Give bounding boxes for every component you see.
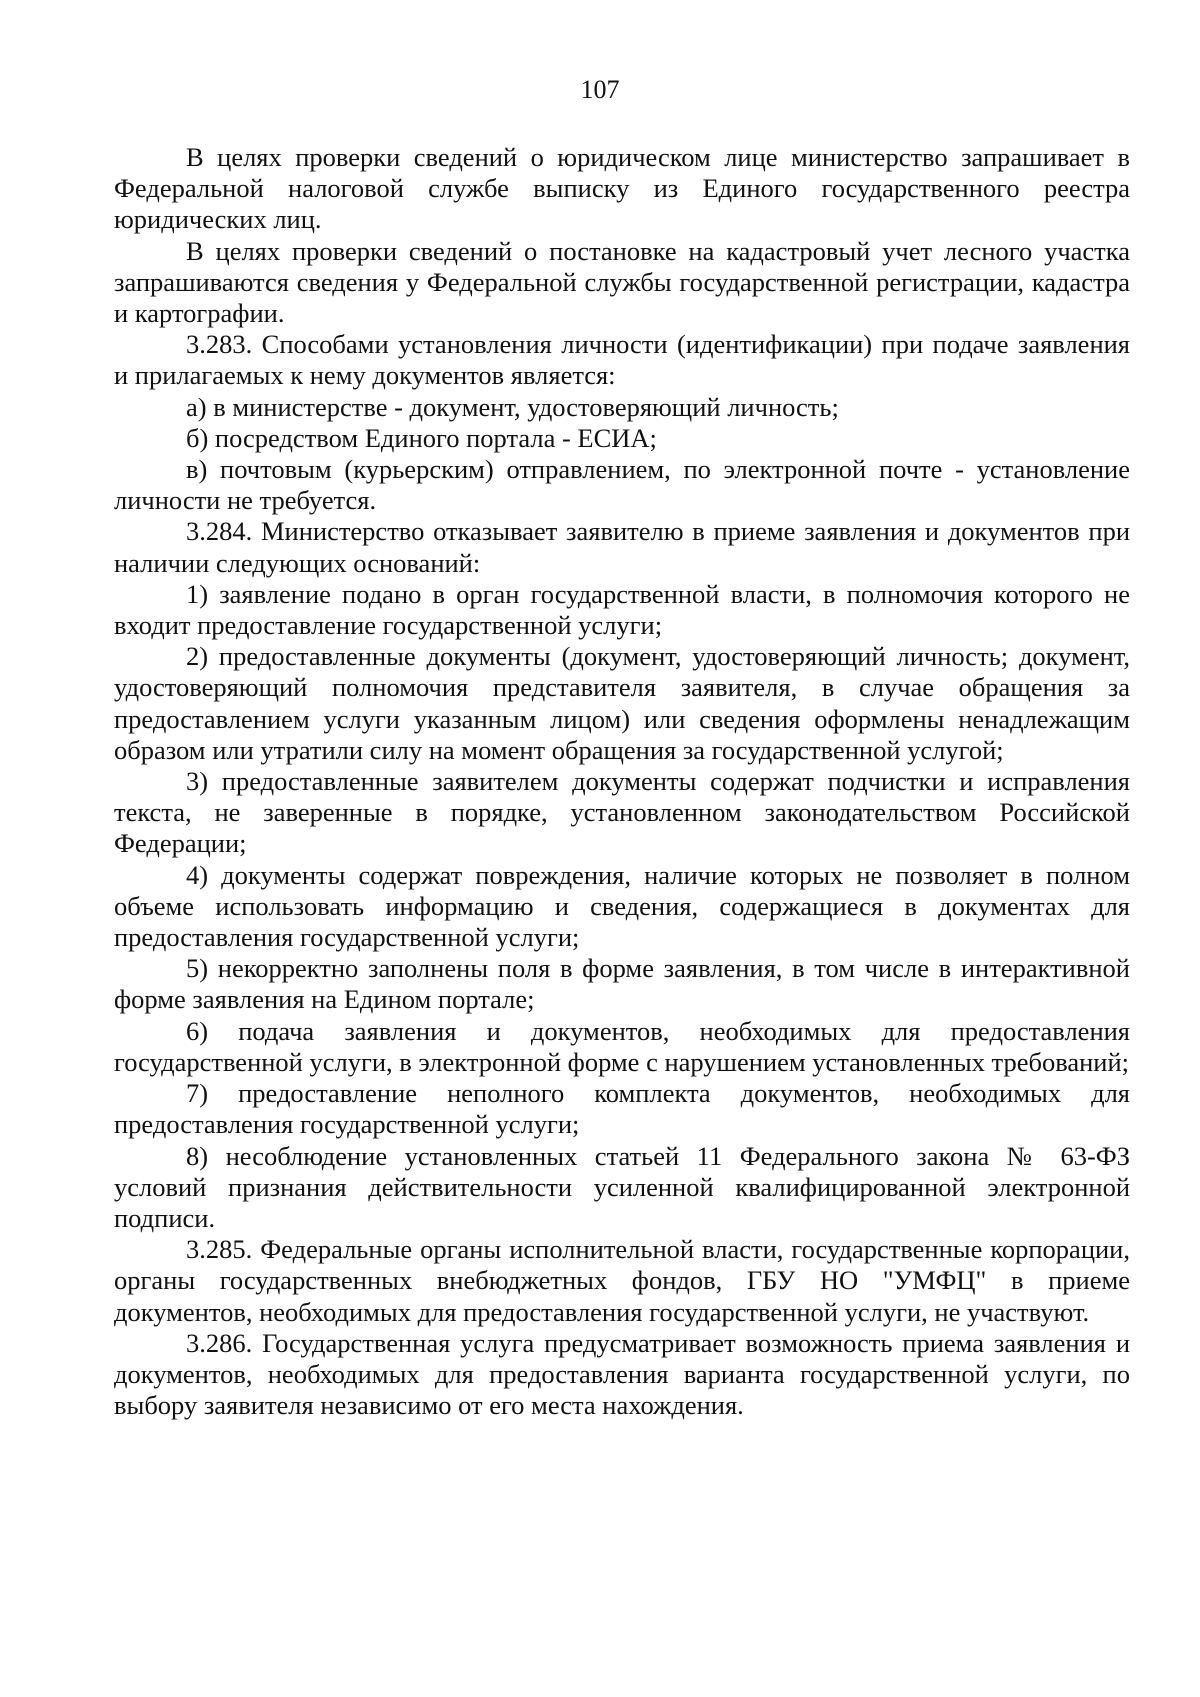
list-item-2: 2) предоставленные документы (документ, удостоверяющий личность; документ, удостоверяющий полномочия представителя заявителя, в случае обращения за предоставлением услуги указанным лицом) или сведения оформлены ненадлежащим образом или утратили силу на момент обращения за государственной услугой; — [114, 641, 1130, 765]
list-item-4: 4) документы содержат повреждения, наличие которых не позволяет в полном объеме использовать информацию и сведения, содержащиеся в документах для предоставления государственной услуги; — [114, 859, 1130, 953]
list-item-3: 3) предоставленные заявителем документы содержат подчистки и исправления текста, не заверенные в порядке, установленном законодательством Российской Федерации; — [114, 766, 1130, 859]
list-item-5: 5) некорректно заполнены поля в форме заявления, в том числе в интерактивной форме заявления на Едином портале; — [114, 953, 1130, 1015]
document-body — [114, 142, 1130, 1421]
list-item-6: 6) подача заявления и документов, необходимых для предоставления государственной услуги, в электронной форме с нарушением установленных требований; — [114, 1015, 1130, 1077]
paragraph-legal-entity-check: В целях проверки сведений о юридическом лице министерство запрашивает в Федеральной налоговой службе выписку из Единого государственного реестра юридических лиц. — [114, 142, 1130, 235]
list-item-7: 7) предоставление неполного комплекта документов, необходимых для предоставления государственной услуги; — [114, 1078, 1130, 1140]
list-item-8: 8) несоблюдение установленных статьей 11 Федерального закона № 63-ФЗ условий признания действительности усиленной квалифицированной электронной подписи. — [114, 1140, 1130, 1233]
paragraph-3-283: 3.283. Способами установления личности (идентификации) при подаче заявления и прилагаемых к нему документов является: — [114, 329, 1130, 391]
list-item-b: б) посредством Единого портала - ЕСИА; — [186, 422, 657, 453]
list-item-a: а) в министерстве - документ, удостоверяющий личность; — [186, 391, 839, 422]
paragraph-cadastral-check: В целях проверки сведений о постановке на кадастровый учет лесного участка запрашиваются сведения у Федеральной службы государственной регистрации, кадастра и картографии. — [114, 235, 1130, 329]
paragraph-3-285: 3.285. Федеральные органы исполнительной власти, государственные корпорации, органы государственных внебюджетных фондов, ГБУ НО "УМФЦ" в приеме документов, необходимых для предоставления государственной услуги, не участвуют. — [114, 1234, 1130, 1327]
paragraph-3-284: 3.284. Министерство отказывает заявителю в приеме заявления и документов при наличии следующих оснований: — [114, 516, 1130, 578]
paragraph-3-286: 3.286. Государственная услуга предусматривает возможность приема заявления и документов, необходимых для предоставления варианта государственной услуги, по выбору заявителя независимо от его места нахождения. — [114, 1327, 1130, 1421]
page-number: 107 — [580, 75, 620, 104]
list-item-1: 1) заявление подано в орган государственной власти, в полномочия которого не входит предоставление государственной услуги; — [114, 578, 1130, 641]
list-item-v: в) почтовым (курьерским) отправлением, по электронной почте - установление личности не требуется. — [114, 454, 1130, 516]
